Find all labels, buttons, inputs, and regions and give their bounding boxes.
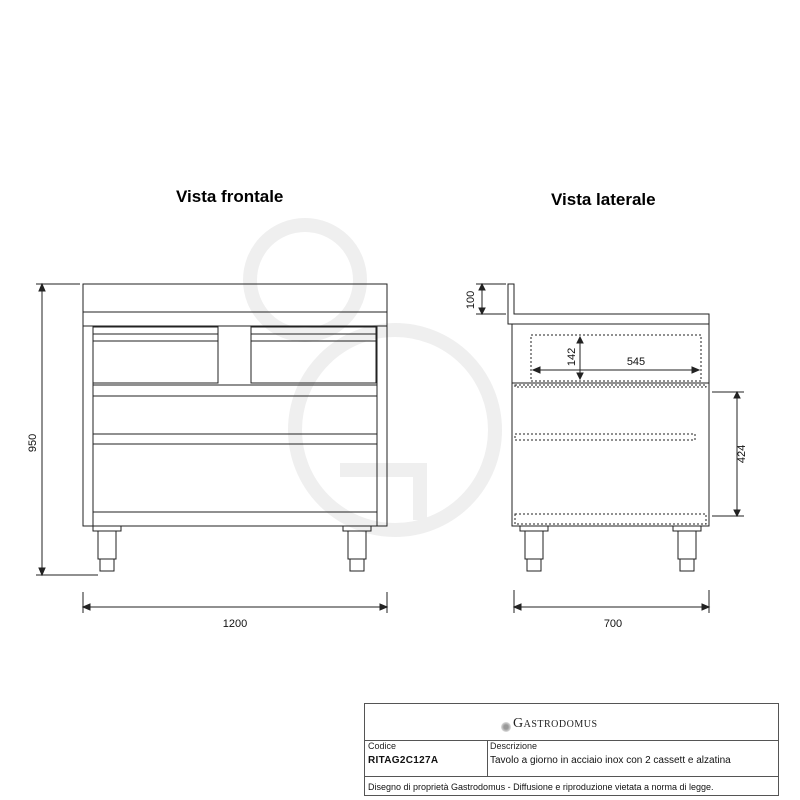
title-block-footer: [365, 777, 778, 797]
brand-name: Gastrodomus: [513, 716, 598, 731]
front-right-post: [377, 326, 387, 526]
description-label: Descrizione: [490, 741, 538, 751]
title-block: [364, 703, 779, 796]
side-foot-left-plate: [520, 526, 548, 531]
dim-drawer-height-label: 142: [566, 347, 578, 367]
code-value: RITAG2C127A: [368, 755, 439, 766]
dim-side-depth: [514, 590, 709, 613]
side-drawer-outline: [531, 335, 701, 381]
brand-logo: [501, 716, 598, 732]
front-view: [83, 284, 387, 571]
dim-front-height: [36, 284, 98, 575]
code-label: Codice: [368, 741, 397, 751]
dim-upstand: [476, 284, 506, 314]
dim-drawer-depth: [533, 367, 699, 373]
front-view-title: Vista frontale: [176, 187, 284, 206]
dim-front-height-label: 950: [27, 433, 39, 453]
dim-side-depth-label: 700: [603, 618, 623, 630]
side-foot-right: [678, 531, 696, 559]
dim-upstand-label: 100: [465, 290, 477, 310]
front-foot-left-plate: [93, 526, 121, 531]
side-upstand: [508, 284, 709, 324]
watermark-logo: [250, 225, 495, 530]
front-foot-left: [98, 531, 116, 559]
side-foot-right-plate: [673, 526, 701, 531]
side-view-title: Vista laterale: [551, 190, 656, 209]
title-block-info: [365, 740, 778, 777]
dim-front-width: [83, 592, 387, 613]
description-value: Tavolo a giorno in acciaio inox con 2 cassett e alzatina: [490, 755, 731, 766]
code-cell: [365, 740, 488, 776]
front-worktop: [83, 284, 387, 312]
dim-drawer-depth-label: 545: [626, 356, 646, 368]
title-block-header: [365, 704, 778, 741]
front-foot-right: [348, 531, 366, 559]
side-middle-shelf: [515, 434, 695, 440]
description-cell: [487, 740, 778, 776]
side-foot-left: [525, 531, 543, 559]
side-body: [512, 324, 709, 526]
front-drawer-left: [93, 327, 218, 383]
dim-shelf-height-label: 424: [736, 444, 748, 464]
brand-mark-icon: [501, 722, 511, 732]
dim-front-width-label: 1200: [222, 618, 248, 630]
front-left-post: [83, 326, 93, 526]
copyright-notice: Disegno di proprietà Gastrodomus - Diffusione e riproduzione vietata a norma di legge.: [368, 782, 714, 792]
side-view: [508, 284, 709, 571]
